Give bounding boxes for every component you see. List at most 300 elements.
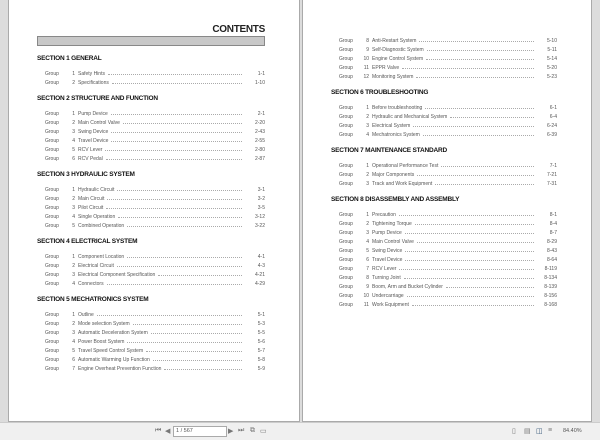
two-page-icon[interactable]: ◫ [536, 428, 543, 435]
group-label: Group [339, 55, 353, 62]
dot-leader [427, 50, 534, 51]
group-number: 2 [366, 171, 369, 178]
entry-title: Tightening Torque [372, 220, 412, 227]
group-number: 5 [72, 222, 75, 229]
left-page [8, 0, 300, 422]
group-number: 2 [72, 119, 75, 126]
dot-leader [399, 215, 534, 216]
dot-leader [111, 141, 242, 142]
page-ref: 8-1 [549, 211, 557, 218]
group-label: Group [45, 320, 59, 327]
toc-entry[interactable] [331, 36, 557, 45]
page-ref: 6-39 [546, 131, 557, 138]
group-label: Group [339, 113, 353, 120]
group-number: 1 [366, 211, 369, 218]
entry-title: Power Boost System [78, 338, 125, 345]
right-page [302, 0, 592, 422]
toc-entry[interactable] [37, 279, 265, 288]
dot-leader [405, 260, 534, 261]
dot-leader [407, 296, 534, 297]
toc-entry[interactable] [331, 246, 557, 255]
toc-entry[interactable] [37, 337, 265, 346]
group-number: 9 [366, 46, 369, 53]
group-number: 6 [72, 155, 75, 162]
dot-leader [117, 266, 242, 267]
section-title: SECTION 4 ELECTRICAL SYSTEM [37, 238, 138, 245]
toc-entry[interactable] [331, 179, 557, 188]
dot-leader [146, 351, 242, 352]
section-title: SECTION 6 TROUBLESHOOTING [331, 89, 429, 96]
group-label: Group [339, 46, 353, 53]
group-label: Group [339, 256, 353, 263]
entry-title: Turning Joint [372, 274, 401, 281]
dot-leader [405, 233, 534, 234]
entry-title: Mode selection System [78, 320, 130, 327]
group-label: Group [45, 347, 59, 354]
group-label: Group [45, 79, 59, 86]
group-number: 4 [72, 338, 75, 345]
entry-title: Component Location [78, 253, 125, 260]
toc-entry[interactable] [37, 203, 265, 212]
toc-entry[interactable] [331, 63, 557, 72]
page-ref: 2-55 [254, 137, 265, 144]
page-ref: 7-1 [549, 162, 557, 169]
group-number: 4 [72, 137, 75, 144]
page-ref: 8-156 [544, 292, 557, 299]
entry-title: Swing Device [78, 128, 109, 135]
entry-title: Connectors [78, 280, 104, 287]
toc-entry[interactable] [37, 310, 265, 319]
group-label: Group [339, 122, 353, 129]
entry-title: Travel Device [372, 256, 403, 263]
group-number: 4 [366, 131, 369, 138]
entry-title: Major Components [372, 171, 415, 178]
page-ref: 5-9 [257, 365, 265, 372]
toc-entry[interactable] [37, 212, 265, 221]
group-number: 8 [366, 37, 369, 44]
toc-section [331, 196, 557, 309]
page-ref: 5-3 [257, 320, 265, 327]
toc-entry[interactable] [331, 103, 557, 112]
toc-entry[interactable] [37, 328, 265, 337]
toc-entry[interactable] [331, 130, 557, 139]
dot-leader [108, 74, 242, 75]
group-number: 2 [366, 220, 369, 227]
dot-leader [441, 166, 534, 167]
toc-entry[interactable] [331, 210, 557, 219]
toc-entry[interactable] [37, 136, 265, 145]
entry-title: Monitoring System [372, 73, 414, 80]
entry-title: Engine Overheat Prevention Function [78, 365, 162, 372]
section-title: SECTION 2 STRUCTURE AND FUNCTION [37, 95, 158, 102]
toc-entry[interactable] [37, 118, 265, 127]
group-label: Group [339, 247, 353, 254]
group-number: 4 [366, 238, 369, 245]
dot-leader [417, 175, 534, 176]
dot-leader [112, 83, 242, 84]
toc-entry[interactable] [37, 221, 265, 230]
page-ref: 2-1 [257, 110, 265, 117]
next-page-icon[interactable]: ▶ [228, 428, 234, 435]
group-label: Group [339, 104, 353, 111]
group-label: Group [45, 365, 59, 372]
toc-entry[interactable] [37, 319, 265, 328]
toc-entry[interactable] [37, 346, 265, 355]
dot-leader [106, 208, 242, 209]
page-ref: 3-2 [257, 195, 265, 202]
toc-continued [331, 36, 557, 81]
toc-section [331, 147, 557, 188]
toc-entry[interactable] [331, 237, 557, 246]
group-label: Group [339, 37, 353, 44]
group-number: 12 [363, 73, 369, 80]
page-ref: 8-29 [546, 238, 557, 245]
group-label: Group [45, 222, 59, 229]
page-ref: 8-64 [546, 256, 557, 263]
page-ref: 8-139 [544, 283, 557, 290]
page-ref: 5-11 [547, 46, 557, 53]
page-ref: 5-6 [257, 338, 265, 345]
continuous-icon[interactable]: ▤ [524, 428, 531, 435]
entry-title: Operational Performance Test [372, 162, 439, 169]
entry-title: Before troubleshooting [372, 104, 423, 111]
toc-entry[interactable] [331, 228, 557, 237]
group-label: Group [339, 162, 353, 169]
group-label: Group [45, 119, 59, 126]
toc-entry[interactable] [37, 185, 265, 194]
toc-section [331, 89, 557, 139]
page-ref: 5-5 [257, 329, 265, 336]
group-label: Group [339, 265, 353, 272]
dot-leader [153, 360, 242, 361]
entry-title: Self-Diagnostic System [372, 46, 424, 53]
group-number: 1 [72, 311, 75, 318]
fit-width-icon[interactable]: ▭ [260, 428, 267, 435]
entry-title: Anti-Restart System [372, 37, 417, 44]
group-number: 1 [72, 186, 75, 193]
page-ref: 3-12 [254, 213, 265, 220]
pdf-toolbar [0, 422, 600, 440]
group-number: 4 [72, 280, 75, 287]
page-number-input[interactable]: 1 / 567 [173, 426, 227, 437]
page-ref: 6-1 [549, 104, 557, 111]
dot-leader [151, 333, 242, 334]
group-number: 5 [72, 146, 75, 153]
toc-section [37, 171, 265, 230]
group-number: 3 [72, 128, 75, 135]
group-label: Group [339, 171, 353, 178]
group-number: 9 [366, 283, 369, 290]
group-label: Group [45, 128, 59, 135]
toc-entry[interactable] [331, 112, 557, 121]
dot-leader [123, 123, 242, 124]
page-ref: 5-14 [546, 55, 557, 62]
entry-title: RCV Lever [78, 146, 103, 153]
toc-entry[interactable] [37, 270, 265, 279]
group-label: Group [45, 213, 59, 220]
group-label: Group [339, 229, 353, 236]
group-number: 3 [366, 122, 369, 129]
page-ref: 4-1 [257, 253, 265, 260]
dot-leader [417, 242, 534, 243]
toc-entry[interactable] [331, 161, 557, 170]
toc-entry[interactable] [37, 78, 265, 87]
entry-title: Hydraulic and Mechanical System [372, 113, 448, 120]
group-number: 8 [366, 274, 369, 281]
entry-title: Pump Device [372, 229, 402, 236]
entry-title: Precaution [372, 211, 396, 218]
toc-entry[interactable] [331, 255, 557, 264]
dot-leader [412, 305, 534, 306]
dot-leader [127, 257, 242, 258]
group-label: Group [339, 220, 353, 227]
group-label: Group [339, 292, 353, 299]
page-ref: 8-43 [546, 247, 557, 254]
group-label: Group [45, 70, 59, 77]
group-label: Group [45, 262, 59, 269]
last-page-icon[interactable]: ⏭ [238, 427, 245, 434]
toc-section [37, 296, 265, 373]
toc-entry[interactable] [37, 154, 265, 163]
page-ref: 3-22 [254, 222, 265, 229]
entry-title: Electrical System [372, 122, 411, 129]
entry-title: Pilot Circuit [78, 204, 104, 211]
page-ref: 7-31 [546, 180, 557, 187]
toc-entry[interactable] [37, 261, 265, 270]
group-number: 11 [363, 301, 369, 308]
dot-leader [413, 126, 534, 127]
group-number: 3 [72, 329, 75, 336]
dot-leader [415, 224, 534, 225]
entry-title: Boom, Arm and Bucket Cylinder [372, 283, 443, 290]
single-page-icon[interactable]: ▯ [512, 428, 516, 435]
group-label: Group [339, 238, 353, 245]
group-label: Group [45, 280, 59, 287]
page-ref: 5-1 [257, 311, 265, 318]
title-bar [37, 36, 265, 46]
section-title: SECTION 8 DISASSEMBLY AND ASSEMBLY [331, 196, 460, 203]
toc-entry[interactable] [37, 145, 265, 154]
toc-entry[interactable] [37, 252, 265, 261]
toc-entry[interactable] [331, 282, 557, 291]
dot-leader [402, 68, 534, 69]
entry-title: Electrical Component Specification [78, 271, 156, 278]
group-number: 2 [72, 195, 75, 202]
dot-leader [399, 269, 534, 270]
dot-leader [111, 114, 242, 115]
toc-entry[interactable] [331, 219, 557, 228]
entry-title: Travel Speed Control System [78, 347, 144, 354]
toc-entry[interactable] [37, 194, 265, 203]
group-number: 2 [72, 79, 75, 86]
toc-entry[interactable] [331, 54, 557, 63]
page-ref: 3-5 [257, 204, 265, 211]
group-number: 2 [72, 262, 75, 269]
group-number: 1 [366, 162, 369, 169]
first-page-icon[interactable]: ⏮ [155, 427, 162, 434]
entry-title: Electrical Circuit [78, 262, 114, 269]
group-number: 10 [363, 292, 369, 299]
page-ref: 7-21 [546, 171, 557, 178]
toc-entry[interactable] [37, 364, 265, 373]
toc-entry[interactable] [331, 170, 557, 179]
group-number: 3 [366, 229, 369, 236]
toc-section [37, 238, 265, 288]
toc-section [37, 55, 265, 87]
dot-leader [405, 251, 534, 252]
group-number: 1 [72, 253, 75, 260]
dot-leader [416, 77, 534, 78]
group-number: 6 [366, 256, 369, 263]
dot-leader [133, 324, 242, 325]
contents-title: CONTENTS [212, 24, 265, 35]
page-ref: 4-3 [257, 262, 265, 269]
group-number: 7 [72, 365, 75, 372]
group-label: Group [45, 204, 59, 211]
toc-entry[interactable] [37, 109, 265, 118]
entry-title: Outline [78, 311, 94, 318]
dot-leader [107, 199, 242, 200]
group-number: 1 [366, 104, 369, 111]
page-ref: 5-8 [257, 356, 265, 363]
group-number: 5 [366, 247, 369, 254]
entry-title: RCV Lever [372, 265, 397, 272]
page-ref: 4-21 [254, 271, 265, 278]
toc-entry[interactable] [331, 264, 557, 273]
section-title: SECTION 1 GENERAL [37, 55, 102, 62]
group-label: Group [45, 146, 59, 153]
dot-leader [106, 159, 242, 160]
entry-title: EPPR Valve [372, 64, 400, 71]
group-number: 1 [72, 70, 75, 77]
toc-entry[interactable] [331, 300, 557, 309]
group-number: 1 [72, 110, 75, 117]
entry-title: Specifications [78, 79, 109, 86]
group-number: 10 [363, 55, 369, 62]
entry-title: Pump Device [78, 110, 108, 117]
entry-title: Automatic Deceleration System [78, 329, 148, 336]
group-label: Group [339, 73, 353, 80]
dot-leader [111, 132, 242, 133]
page-ref: 2-87 [254, 155, 265, 162]
group-label: Group [45, 195, 59, 202]
group-label: Group [45, 356, 59, 363]
group-label: Group [339, 283, 353, 290]
dot-leader [97, 315, 242, 316]
entry-title: Single Operation [78, 213, 116, 220]
group-label: Group [45, 253, 59, 260]
dot-leader [423, 135, 534, 136]
page-ref: 6-4 [549, 113, 557, 120]
group-label: Group [339, 301, 353, 308]
dot-leader [118, 217, 242, 218]
group-label: Group [45, 271, 59, 278]
group-label: Group [339, 131, 353, 138]
dot-leader [404, 278, 534, 279]
entry-title: Combined Operation [78, 222, 125, 229]
entry-title: Engine Control System [372, 55, 424, 62]
toc-entry[interactable] [37, 355, 265, 364]
entry-title: Work Equipment [372, 301, 409, 308]
scroll-icon[interactable]: ≡ [548, 427, 553, 434]
fit-page-icon[interactable]: ⧉ [250, 427, 255, 434]
group-label: Group [339, 211, 353, 218]
toc-entry[interactable] [331, 273, 557, 282]
dot-leader [446, 287, 534, 288]
dot-leader [164, 369, 242, 370]
page-ref: 5-10 [546, 37, 557, 44]
page-ref: 2-20 [254, 119, 265, 126]
group-number: 2 [72, 320, 75, 327]
group-label: Group [45, 311, 59, 318]
page-ref: 1-10 [254, 79, 265, 86]
page-ref: 8-7 [549, 229, 557, 236]
page-ref: 4-29 [254, 280, 265, 287]
entry-title: Travel Device [78, 137, 109, 144]
page-ref: 6-24 [546, 122, 557, 129]
page-ref: 5-20 [546, 64, 557, 71]
dot-leader [127, 342, 242, 343]
toc-entry[interactable] [37, 127, 265, 136]
page-ref: 8-4 [549, 220, 557, 227]
dot-leader [426, 59, 534, 60]
group-number: 2 [366, 113, 369, 120]
dot-leader [127, 226, 242, 227]
toc-entry[interactable] [331, 45, 557, 54]
group-number: 6 [72, 356, 75, 363]
dot-leader [419, 41, 534, 42]
entry-title: Swing Device [372, 247, 403, 254]
page-ref: 3-1 [257, 186, 265, 193]
group-number: 5 [72, 347, 75, 354]
group-label: Group [45, 186, 59, 193]
entry-title: Track and Work Equipment [372, 180, 433, 187]
dot-leader [450, 117, 534, 118]
entry-title: Hydraulic Circuit [78, 186, 115, 193]
entry-title: Automatic Warming Up Function [78, 356, 150, 363]
dot-leader [435, 184, 534, 185]
group-number: 3 [366, 180, 369, 187]
page-ref: 2-80 [254, 146, 265, 153]
group-number: 3 [72, 271, 75, 278]
toc-entry[interactable] [331, 291, 557, 300]
entry-title: Main Circuit [78, 195, 105, 202]
dot-leader [425, 108, 534, 109]
toc-entry[interactable] [331, 121, 557, 130]
toc-entry[interactable] [37, 69, 265, 78]
page-ref: 2-43 [254, 128, 265, 135]
prev-page-icon[interactable]: ◀ [165, 428, 171, 435]
dot-leader [117, 190, 242, 191]
page-ref: 5-7 [257, 347, 265, 354]
group-number: 4 [72, 213, 75, 220]
group-label: Group [45, 155, 59, 162]
group-label: Group [339, 274, 353, 281]
zoom-level[interactable]: 84.40% [563, 428, 582, 434]
group-label: Group [45, 110, 59, 117]
toc-entry[interactable] [331, 72, 557, 81]
dot-leader [107, 284, 242, 285]
dot-leader [158, 275, 242, 276]
group-number: 3 [72, 204, 75, 211]
group-label: Group [45, 137, 59, 144]
group-label: Group [339, 64, 353, 71]
entry-title: Main Control Valve [372, 238, 414, 245]
page-ref: 5-23 [546, 73, 557, 80]
entry-title: Mechatronics System [372, 131, 420, 138]
group-label: Group [339, 180, 353, 187]
group-number: 11 [363, 64, 369, 71]
